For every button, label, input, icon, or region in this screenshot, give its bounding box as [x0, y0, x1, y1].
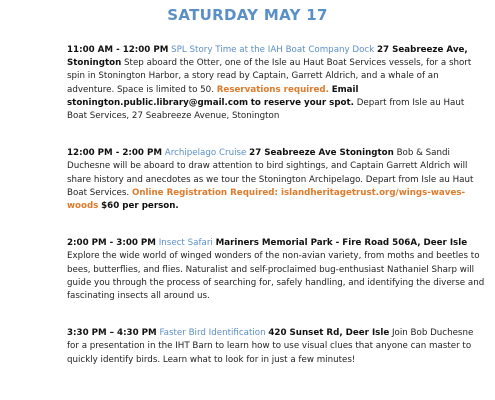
event-location: 27 Seabreeze Ave Stonington [249, 148, 394, 159]
event-description: Step aboard the Otter, one of the Isle au Haut Boat Services vessels, for a short spin in Stonington Harbor, a story read by Captain, Garrett Aldrich, and a whale of an adventure. Space is limited to 50. [67, 58, 472, 95]
event-description: Explore the wide world of winged wonders of the non-avian variety, from moths and beetles to bees, butterflies, and flies. Naturalist and self-proclaimed bug-enthusiast Nathaniel Sharp will guide you through the process of searching for, safely handling, and identifying the diverse and fascinating insects all around us. [67, 251, 485, 302]
event-title: Insect Safari [158, 238, 213, 249]
event-location: 420 Sunset Rd, Deer Isle [268, 328, 390, 339]
event-location: Mariners Memorial Park - Fire Road 506A, Deer Isle [215, 238, 468, 249]
event-time: 2:00 PM - 3:00 PM [67, 238, 156, 249]
event-story-time [67, 44, 487, 123]
event-location: 27 Seabreeze Ave, Stonington [67, 45, 468, 69]
event-time: 11:00 AM - 12:00 PM [67, 45, 169, 55]
event-title: Archipelago Cruise [164, 148, 247, 159]
email-label: Email [331, 84, 359, 95]
event-title: SPL Story Time at the IAH Boat Company Dock [171, 45, 375, 55]
registration-link[interactable]: Online Registration Required: islandheritagetrust.org/wings-waves-woods [67, 187, 466, 212]
event-list [67, 44, 487, 391]
event-departure: Depart from Isle au Haut Boat Services, 27 Seabreeze Avenue, Stonington [67, 97, 465, 122]
event-bird-identification [67, 327, 487, 367]
event-description: Bob & Sandi Duchesne will be aboard to draw attention to bird sightings, and Captain Garrett Aldrich will share history and anecdotes as we tour the Stonington Archipelago. Depart from Isle au Haut Boat Services. [67, 148, 474, 198]
event-price: $60 per person. [101, 201, 179, 212]
email-suffix: to reserve your spot. [250, 97, 354, 108]
event-title: Faster Bird Identification [159, 328, 266, 339]
event-archipelago-cruise [67, 147, 487, 213]
event-description: Join Bob Duchesne for a presentation in the IHT Barn to learn how to use visual clues that anyone can master to quickly identify birds. Learn what to look for in just a few minutes! [67, 328, 474, 365]
event-time: 12:00 PM - 2:00 PM [67, 148, 162, 159]
email-link[interactable]: stonington.public.library@gmail.com [67, 97, 249, 108]
event-insect-safari [67, 237, 487, 303]
reservation-notice: Reservations required. [216, 84, 329, 95]
event-time: 3:30 PM – 4:30 PM [67, 328, 157, 339]
page-title: SATURDAY MAY 17 [167, 6, 328, 24]
